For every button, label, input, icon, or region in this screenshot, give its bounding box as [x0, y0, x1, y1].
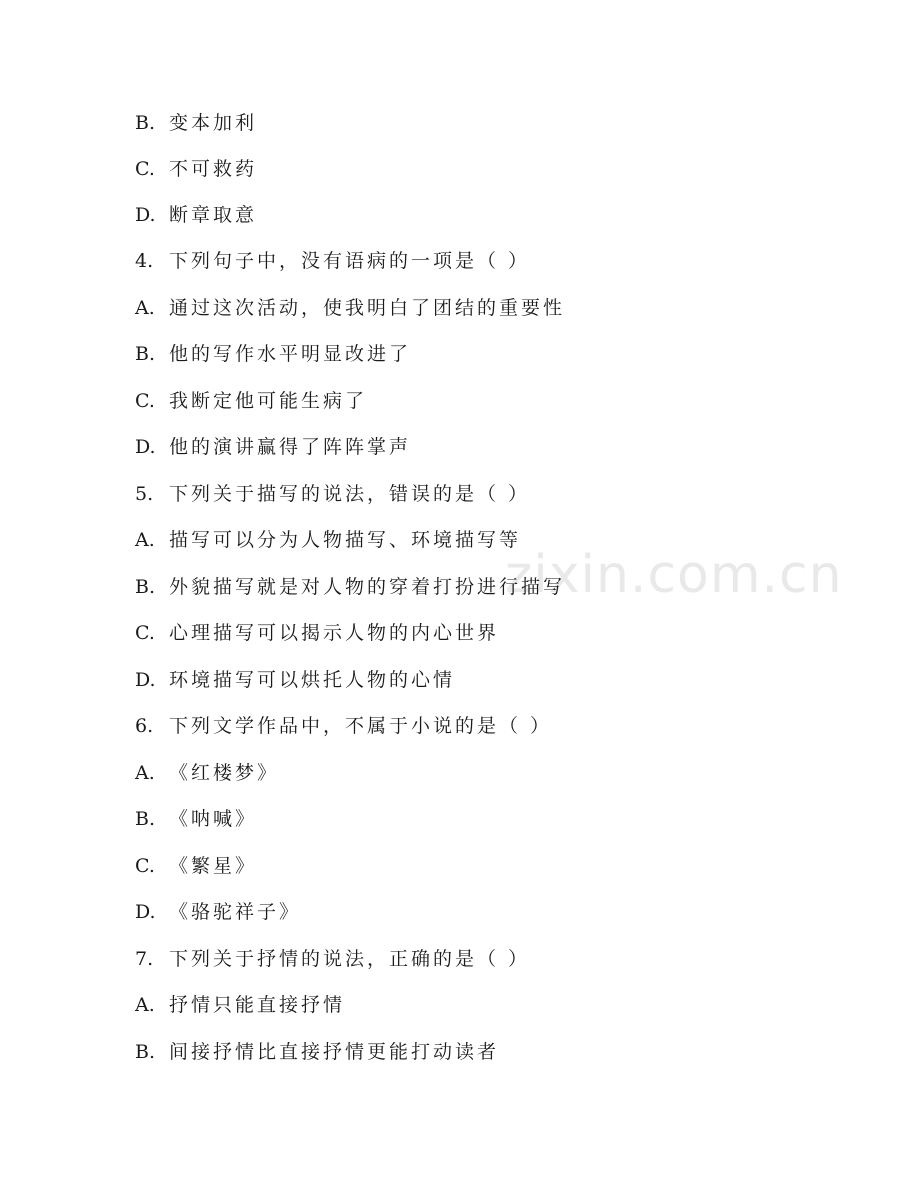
- option-text: 外貌描写就是对人物的穿着打扮进行描写: [169, 576, 566, 598]
- question-text: 下列句子中，没有语病的一项是（ ）: [169, 250, 531, 272]
- question-line: [135, 944, 530, 974]
- option-label: D.: [135, 436, 156, 458]
- option-label: C.: [135, 622, 155, 644]
- option-line: [135, 386, 367, 416]
- question-line: [135, 479, 530, 509]
- option-text: 心理描写可以揭示人物的内心世界: [169, 622, 500, 644]
- option-line: [135, 572, 565, 602]
- option-label: A.: [135, 297, 155, 319]
- option-label: D.: [135, 901, 156, 923]
- option-text: 不可救药: [169, 158, 258, 180]
- option-label: C.: [135, 390, 155, 412]
- option-label: B.: [135, 112, 156, 134]
- option-label: A.: [135, 529, 155, 551]
- question-line: [135, 246, 530, 276]
- option-line: [135, 990, 345, 1020]
- option-text: 通过这次活动，使我明白了团结的重要性: [169, 297, 566, 319]
- option-text: 我断定他可能生病了: [169, 390, 368, 412]
- option-line: [135, 108, 257, 138]
- watermark: zixin.com.cn: [505, 545, 843, 605]
- option-label: C.: [135, 158, 155, 180]
- option-line: [135, 851, 257, 881]
- option-text: 断章取意: [169, 204, 258, 226]
- option-line: [135, 200, 257, 230]
- option-line: [135, 339, 411, 369]
- option-label: C.: [135, 855, 155, 877]
- option-line: [135, 432, 411, 462]
- question-number: 6.: [135, 715, 154, 737]
- option-line: [135, 897, 301, 927]
- option-line: [135, 525, 521, 555]
- option-line: [135, 758, 279, 788]
- option-text: 《呐喊》: [169, 808, 258, 830]
- option-line: [135, 293, 565, 323]
- option-text: 《繁星》: [169, 855, 258, 877]
- question-text: 下列关于抒情的说法，正确的是（ ）: [169, 948, 531, 970]
- option-text: 他的写作水平明显改进了: [169, 343, 412, 365]
- option-label: B.: [135, 1041, 156, 1063]
- question-text: 下列关于描写的说法，错误的是（ ）: [169, 483, 531, 505]
- option-text: 《红楼梦》: [169, 762, 280, 784]
- option-text: 变本加利: [169, 112, 258, 134]
- question-text: 下列文学作品中，不属于小说的是（ ）: [169, 715, 553, 737]
- option-text: 他的演讲赢得了阵阵掌声: [169, 436, 412, 458]
- option-text: 抒情只能直接抒情: [169, 994, 346, 1016]
- question-number: 7.: [135, 948, 154, 970]
- option-text: 环境描写可以烘托人物的心情: [169, 669, 456, 691]
- option-text: 间接抒情比直接抒情更能打动读者: [169, 1041, 500, 1063]
- question-number: 5.: [135, 483, 154, 505]
- question-line: [135, 711, 552, 741]
- option-label: B.: [135, 576, 156, 598]
- option-label: A.: [135, 762, 155, 784]
- option-line: [135, 804, 257, 834]
- option-line: [135, 154, 257, 184]
- option-line: [135, 1037, 499, 1067]
- option-label: A.: [135, 994, 155, 1016]
- option-label: B.: [135, 808, 156, 830]
- option-label: D.: [135, 204, 156, 226]
- option-line: [135, 618, 499, 648]
- option-text: 《骆驼祥子》: [169, 901, 302, 923]
- option-text: 描写可以分为人物描写、环境描写等: [169, 529, 522, 551]
- question-number: 4.: [135, 250, 154, 272]
- option-label: B.: [135, 343, 156, 365]
- option-line: [135, 665, 455, 695]
- option-label: D.: [135, 669, 156, 691]
